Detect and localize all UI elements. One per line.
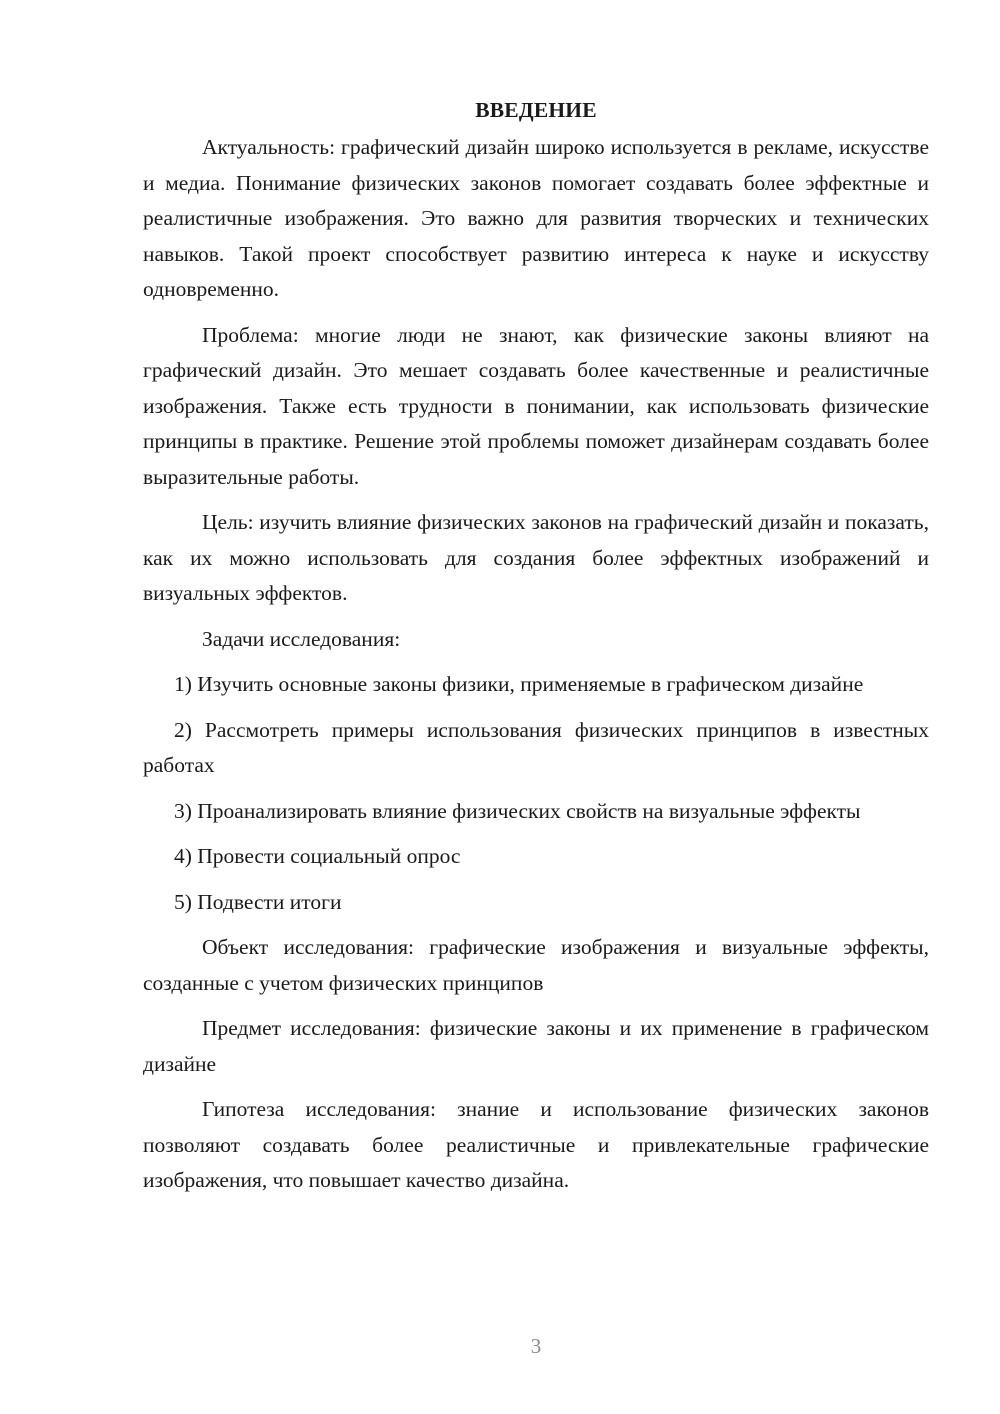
task-item-1: 1) Изучить основные законы физики, применяемые в графическом дизайне [174,672,864,696]
paragraph-relevance: Актуальность: графический дизайн широко используется в рекламе, искусстве и медиа. Понимание физических законов помогает создавать более эффектные и реалистичные изображения. Это важно для развития творческих и технических навыков. Такой проект способствует развитию интереса к науке и искусству одновременно. [143,135,929,301]
paragraph-subject: Предмет исследования: физические законы и их применение в графическом дизайне [143,1016,929,1076]
paragraph-goal: Цель: изучить влияние физических законов на графический дизайн и показать, как их можно использовать для создания более эффектных изображений и визуальных эффектов. [143,510,929,605]
task-item-3: 3) Проанализировать влияние физических свойств на визуальные эффекты [174,798,861,823]
tasks-heading: Задачи исследования: [202,626,401,651]
paragraph-hypothesis: Гипотеза исследования: знание и использование физических законов позволяют создавать более реалистичные и привлекательные графические изображения, что повышает качество дизайна. [143,1097,929,1192]
page-title: ВВЕДЕНИЕ [475,98,597,122]
task-item-4: 4) Провести социальный опрос [174,844,461,868]
task-item-2: 2) Рассмотреть примеры использования физических принципов в известных работах [143,717,929,777]
page-number: 3 [530,1334,542,1358]
paragraph-problem: Проблема: многие люди не знают, как физические законы влияют на графический дизайн. Это мешает создавать более качественные и реалистичные изображения. Также есть трудности в понимании, как использовать физические принципы в практике. Решение этой проблемы поможет дизайнерам создавать более выразительные работы. [143,322,929,489]
task-item-5: 5) Подвести итоги [174,889,342,914]
document-page [143,92,929,1199]
paragraph-object: Объект исследования: графические изображения и визуальные эффекты, созданные с учетом физических принципов [143,935,929,995]
